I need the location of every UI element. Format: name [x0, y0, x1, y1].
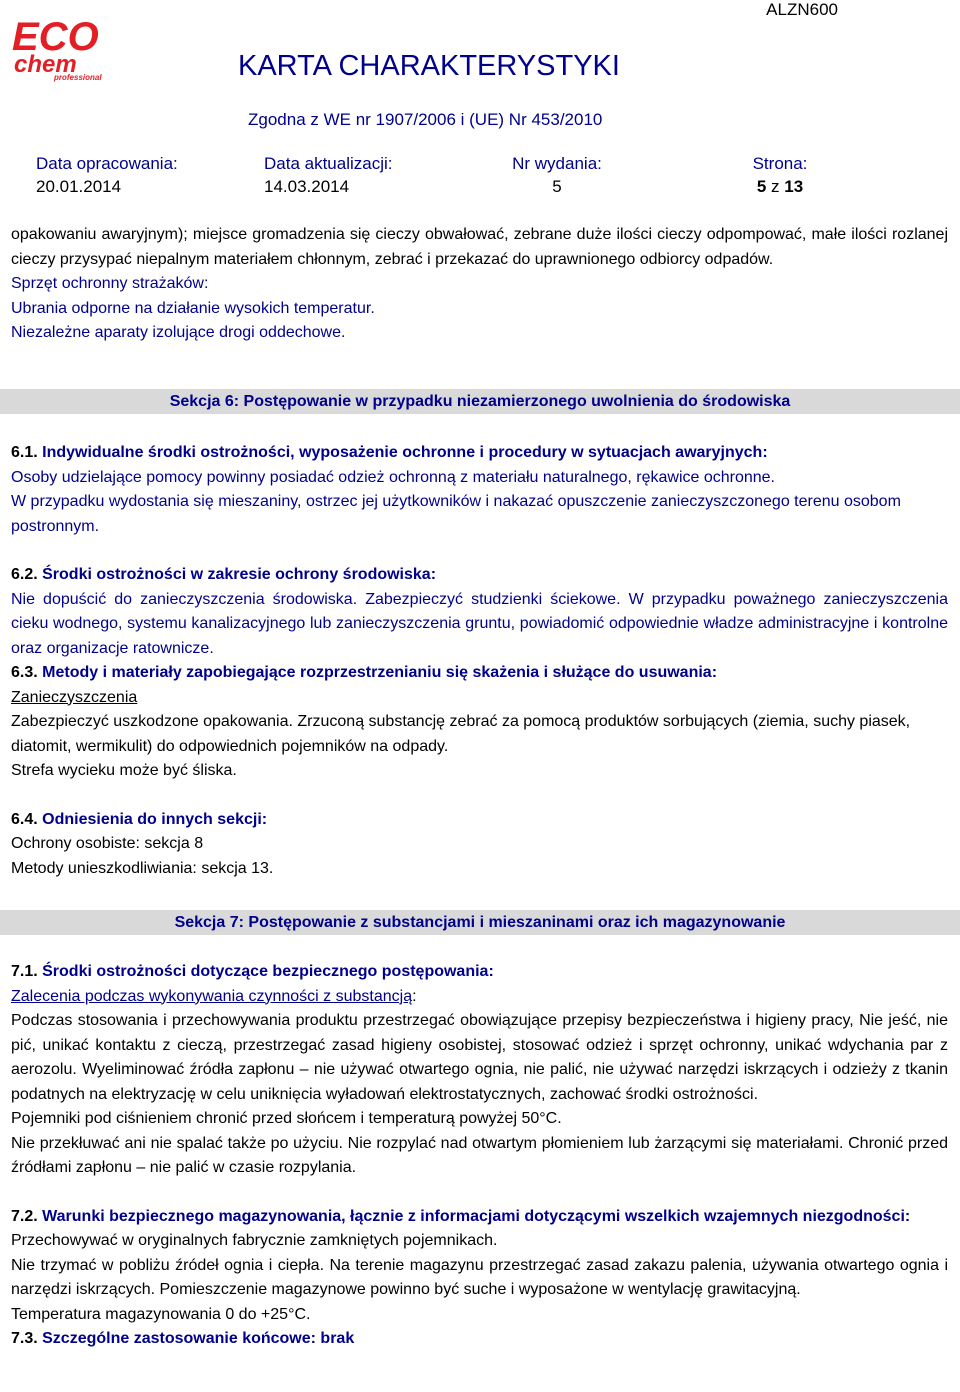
paragraph: Zabezpieczyć uszkodzone opakowania. Zrzuconą substancję zebrać za pomocą produktów sorbujących (ziemia, suchy piasek, diatomit, wermikulit) do odpowiednich pojemników na odpady.	[11, 713, 911, 755]
paragraph: W przypadku wydostania się mieszaniny, ostrzec jej użytkowników i nakazać opuszczenie zanieczyszczonego terenu osobom postronnym.	[11, 493, 901, 535]
document-subtitle: Zgodna z WE nr 1907/2006 i (UE) Nr 453/2010	[248, 110, 603, 129]
subsection-heading: 7.1. Środki ostrożności dotyczące bezpiecznego postępowania:	[11, 963, 494, 980]
paragraph: Zalecenia podczas wykonywania czynności z substancją:	[11, 987, 417, 1005]
meta-page	[740, 152, 820, 198]
meta-label: Data opracowania:	[36, 154, 178, 173]
paragraph: Ubrania odporne na działanie wysokich temperatur.	[11, 299, 375, 317]
paragraph: Metody unieszkodliwiania: sekcja 13.	[11, 859, 274, 877]
document-body	[11, 223, 948, 346]
paragraph: Sprzęt ochronny strażaków:	[11, 275, 209, 292]
meta-value: 20.01.2014	[36, 177, 122, 196]
paragraph: Temperatura magazynowania 0 do +25°C.	[11, 1305, 311, 1323]
paragraph: Osoby udzielające pomocy powinny posiadać odzież ochronną z materiału naturalnego, rękawice ochronne.	[11, 468, 775, 486]
paragraph: Pojemniki pod ciśnieniem chronić przed słońcem i temperaturą powyżej 50°C.	[11, 1110, 562, 1127]
svg-text:ECO: ECO	[12, 15, 99, 59]
document-title: KARTA CHARAKTERYSTYKI	[238, 50, 620, 82]
paragraph: Niezależne aparaty izolujące drogi oddechowe.	[11, 324, 346, 341]
subsection-heading: 7.2. Warunki bezpiecznego magazynowania, łącznie z informacjami dotyczącymi wszelkich wzajemnych niezgodności:	[11, 1207, 911, 1225]
paragraph: Ochrony osobiste: sekcja 8	[11, 835, 204, 852]
meta-value: 14.03.2014	[264, 177, 350, 196]
document-header	[0, 0, 960, 200]
meta-value: 5 z 13	[756, 177, 804, 196]
paragraph: Nie trzymać w pobliżu źródeł ognia i ciepła. Na terenie magazynu przestrzegać zasad zakazu palenia, używania otwartego ognia i narzędzi iskrzących. Pomieszczenie magazynowe powinno być suche i wyposażone w wentylację grawitacyjną.	[11, 1256, 948, 1298]
section-7-header: Sekcja 7: Postępowanie z substancjami i mieszaninami oraz ich magazynowanie	[0, 910, 960, 935]
subsection-heading: 6.1. Indywidualne środki ostrożności, wyposażenie ochronne i procedury w sytuacjach awaryjnych:	[11, 444, 768, 461]
meta-updated	[264, 152, 393, 198]
ecochem-logo	[10, 12, 120, 84]
subsection-heading: 7.3. Szczególne zastosowanie końcowe: brak	[11, 1330, 355, 1347]
paragraph: Nie przekłuwać ani nie spalać także po użyciu. Nie rozpylać nad otwartym płomieniem lub żarzącymi się materiałami. Chronić przed źródłami zapłonu – nie palić w czasie rozpylania.	[11, 1134, 948, 1176]
section-7-body	[11, 960, 948, 1352]
paragraph: Przechowywać w oryginalnych fabrycznie zamkniętych pojemnikach.	[11, 1232, 498, 1249]
document-code: ALZN600	[766, 0, 838, 19]
section-6-header: Sekcja 6: Postępowanie w przypadku niezamierzonego uwolnienia do środowiska	[0, 389, 960, 414]
paragraph: Nie dopuścić do zanieczyszczenia środowiska. Zabezpieczyć studzienki ściekowe. W przypadku poważnego zanieczyszczenia cieku wodnego, systemu kanalizacyjnego lub zanieczyszczenia gruntu, powiadomić odpowiednie władze administracyjne i kontrolne oraz organizacje ratownicze.	[11, 590, 948, 657]
subsection-heading: 6.2. Środki ostrożności w zakresie ochrony środowiska:	[11, 566, 437, 583]
paragraph: Podczas stosowania i przechowywania produktu przestrzegać obowiązujące przepisy bezpieczeństwa i higieny pracy, Nie jeść, nie pić, unikać kontaktu z cieczą, przestrzegać zasad higieny osobistej, stosować odzież i sprzęt ochronny, unikać wdychania par z aerozolu. Wyeliminować źródła zapłonu – nie używać otwartego ognia, nie palić, nie używać narzędzi iskrzących i odzieży z tkanin podatnych na elektryzację w celu uniknięcia wyładowań elektrostatycznych, zachować środki ostrożności.	[11, 1012, 948, 1103]
svg-text:professional: professional	[54, 73, 102, 82]
paragraph: opakowaniu awaryjnym); miejsce gromadzenia się cieczy obwałować, zebrane duże ilości cieczy odpompować, małe ilości rozlanej cieczy przysypać niepalnym materiałem chłonnym, zebrać i przekazać do uprawnionego odbiorcy odpadów.	[11, 226, 948, 268]
meta-label: Nr wydania:	[512, 154, 602, 173]
meta-label: Strona:	[752, 154, 808, 173]
meta-value: 5	[552, 177, 562, 196]
meta-edition	[507, 152, 607, 198]
meta-label: Data aktualizacji:	[264, 154, 393, 173]
subsection-heading: 6.3. Metody i materiały zapobiegające rozprzestrzenianiu się skażenia i służące do usuwania:	[11, 664, 718, 681]
meta-prepared	[36, 152, 178, 198]
paragraph: Strefa wycieku może być śliska.	[11, 762, 237, 779]
section-6-body	[11, 441, 948, 881]
svg-text:chem: chem	[14, 51, 77, 78]
paragraph: Zanieczyszczenia	[11, 688, 138, 706]
subsection-heading: 6.4. Odniesienia do innych sekcji:	[11, 810, 268, 828]
